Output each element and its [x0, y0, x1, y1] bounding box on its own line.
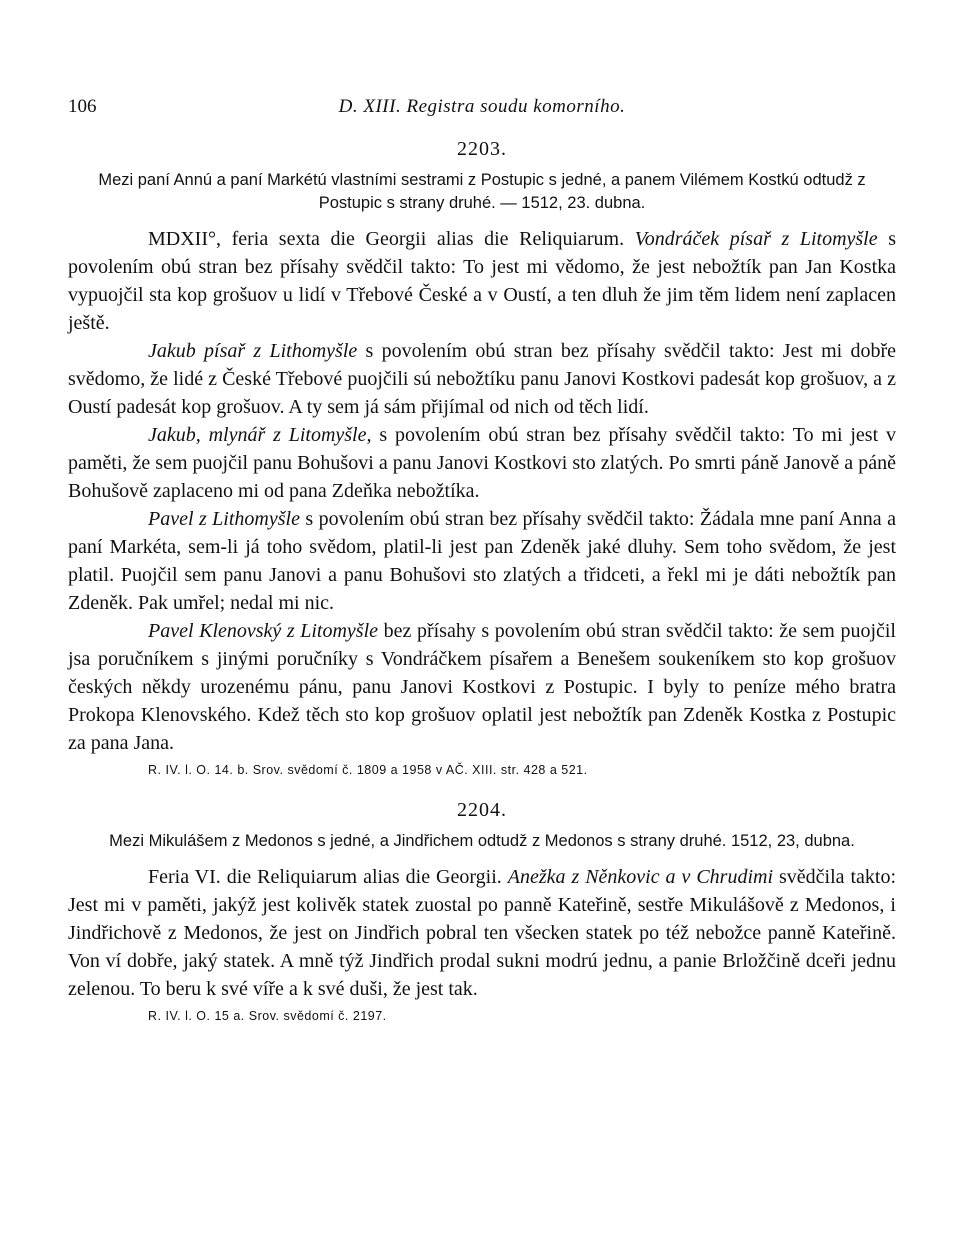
paragraph [68, 863, 896, 1003]
entry-heading: Mezi paní Annú a paní Markétú vlastními sestrami z Postupic s jedné, a panem Vilémem Kostkú odtudž z Postupic s strany druhé. — 1512, 23. dubna. [98, 171, 866, 212]
paragraph-text: s povolením obú stran bez přísahy svědčil takto: Žádala mne paní Anna a paní Markéta, sem-li já toho svědom, platil-li jest pan Zdeněk jaké dluhy. Sem toho svědom, že jest platil. Puojčil sem panu Janovi a panu Bohušovi sto zlatých a třidceti, a řekl mi je dáti nebožtík pan Zdeněk. Pak umřel; nedal mi nic. [68, 508, 896, 614]
running-head [68, 96, 896, 124]
paragraph-text: s povolením obú stran bez přísahy svědčil takto: To jest mi vědomo, že jest nebožtík pan Jan Kostka vypuojčil sta kop grošuov u lidí v Třebové České a v Oustí, a ten dluh že jim těm lidem není zaplacen ještě. [68, 228, 896, 334]
paragraph-text: s povolením obú stran bez přísahy svědčil takto: Jest mi dobře svědomo, že lidé z České Třebové puojčili sú nebožtíku panu Janovi Kostkovi padesát kop grošuov, a z Oustí padesát kop grošuov. A ty sem já sám přijímal od nich od těch lidí. [68, 340, 896, 418]
entry-number: 2204. [457, 799, 507, 821]
paragraph-text: s povolením obú stran bez přísahy svědčil takto: To mi jest v paměti, že sem puojčil panu Bohušovi a panu Janovi Kostkovi sto zlatých. Po smrti páně Janově a páně Bohušově zaplaceno mi od pana Zdeňka nebožtíka. [68, 424, 896, 502]
witness-name: Pavel Klenovský z Litomyšle [148, 620, 379, 642]
paragraph-text: svědčila takto: Jest mi v paměti, jakýž jest kolivěk statek zuostal po panně Kateřině, sestře Mikulášově z Medonos, i Jindřichově z Medonos, že jest on Jindřich pobral ten všecken statek po též nebožce panně Kateřině. Von ví dobře, jaký statek. A mně týž Jindřich prodal sukni modrú jednu, a panie Brložčině dceři jednu zelenou. To beru k své víře a k své duši, že jest tak. [68, 866, 896, 1000]
page-number: 106 [68, 96, 97, 117]
witness-name: Pavel z Lithomyšle [148, 508, 300, 530]
source-citation: R. IV. l. O. 14. b. Srov. svědomí č. 1809 a 1958 v AČ. XIII. str. 428 a 521. [148, 763, 588, 777]
witness-name: Anežka z Něnkovic a v Chrudimi [507, 866, 774, 888]
paragraph [68, 421, 896, 505]
witness-name: Vondráček písař z Litomyšle [634, 228, 878, 250]
entry-number: 2203. [457, 138, 507, 160]
paragraph-text: Feria VI. die Reliquiarum alias die Georgii. [148, 866, 508, 888]
paragraph-text: MDXII°, feria sexta die Georgii alias die Reliquiarum. [148, 228, 635, 250]
paragraph [68, 337, 896, 421]
paragraph [68, 225, 896, 337]
paragraph [68, 505, 896, 617]
source-citation: R. IV. l. O. 15 a. Srov. svědomí č. 2197. [148, 1009, 387, 1023]
entry-heading: Mezi Mikulášem z Medonos s jedné, a Jindřichem odtudž z Medonos s strany druhé. 1512, 23, dubna. [109, 832, 855, 850]
witness-name: Jakub, mlynář z Litomyšle, [148, 424, 372, 446]
running-title: D. XIII. Registra soudu komorního. [338, 96, 626, 117]
document-page [68, 96, 896, 1023]
witness-name: Jakub písař z Lithomyšle [148, 340, 358, 362]
paragraph-text: bez přísahy s povolením obú stran svědčil takto: že sem puojčil jsa poručníkem s jinými poručníky s Vondráčkem písařem a Benešem soukeníkem sto kop grošuov českých někdy urozenému pánu, panu Janovi Kostkovi z Postupic. I byly to peníze mého bratra Prokopa Klenovského. Kdež těch sto kop grošuov oplatil jest nebožtík pan Zdeněk Kostka z Postupic za pana Jana. [68, 620, 896, 754]
paragraph [68, 617, 896, 757]
